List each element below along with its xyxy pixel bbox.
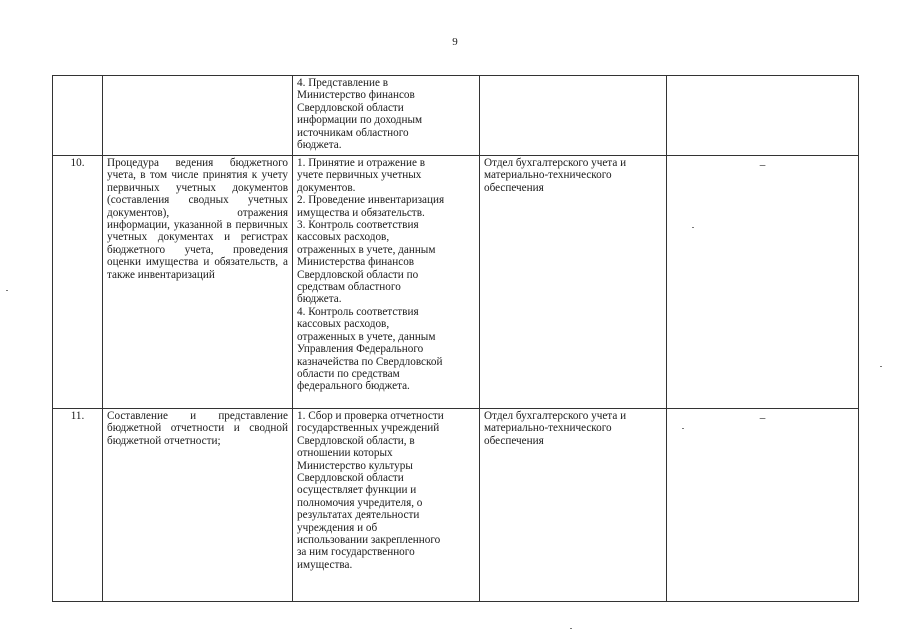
content-line: Свердловской области, в: [297, 434, 415, 447]
content-line: учете первичных учетных: [297, 169, 422, 182]
content-line: 1. Сбор и проверка отчетности: [297, 410, 444, 422]
table-row: [53, 409, 859, 602]
row-number-cell: 11.: [53, 409, 103, 602]
content-cell: [293, 156, 480, 409]
content-line: результатах деятельности: [297, 509, 420, 522]
content-line: Министерство культуры: [297, 459, 413, 472]
procedure-cell: Составление и представление бюджетной отчетности и сводной бюджетной отчетности;: [103, 409, 293, 602]
scan-speck: [6, 290, 8, 291]
procedure-cell: [103, 76, 293, 156]
department-cell: [480, 76, 667, 156]
content-line: отраженных в учете, данным: [297, 330, 436, 343]
row-number-cell: [53, 76, 103, 156]
content-line: бюджета.: [297, 139, 342, 152]
content-cell: [293, 409, 480, 602]
scan-speck: [682, 428, 684, 429]
content-line: отношении которых: [297, 447, 393, 460]
content-line: кассовых расходов,: [297, 231, 390, 244]
department-line: Отдел бухгалтерского учета и: [484, 157, 627, 169]
content-line: федерального бюджета.: [297, 380, 410, 393]
content-line: документов.: [297, 181, 356, 194]
scan-speck: [570, 628, 572, 629]
scan-speck: [692, 227, 694, 228]
content-line: 4. Контроль соответствия: [297, 305, 419, 318]
table-row: [53, 156, 859, 409]
content-line: Свердловской области: [297, 472, 404, 485]
content-line: Свердловской области по: [297, 268, 419, 281]
content-line: кассовых расходов,: [297, 318, 390, 331]
note-dash: –: [759, 159, 766, 171]
procedure-cell: Процедура ведения бюджетного учета, в том числе принятия к учету первичных учетных документов (составления сводных учетных документов), отражения информации, указанной в первичных учетных документах и регистрах бюджетного учета, проведения оценки имущества и обязательств, а также инвентаризаций: [103, 156, 293, 409]
note-dash: –: [759, 412, 766, 424]
content-line: полномочия учредителя, о: [297, 496, 423, 509]
content-line: средствам областного: [297, 281, 401, 294]
table-row: [53, 76, 859, 156]
content-line: Министерства финансов: [297, 256, 415, 269]
content-line: источникам областного: [297, 126, 409, 139]
page-number: 9: [452, 36, 458, 48]
content-line: Свердловской области: [297, 101, 404, 114]
content-line: 2. Проведение инвентаризация: [297, 194, 445, 207]
content-line: использовании закрепленного: [297, 534, 441, 547]
content-line: учреждения и об: [297, 521, 378, 534]
department-line: материально-технического: [484, 169, 612, 182]
content-cell: [293, 76, 480, 156]
content-line: за ним государственного: [297, 546, 415, 559]
department-cell: [480, 409, 667, 602]
content-line: 4. Представление в: [297, 77, 389, 89]
note-cell: [667, 156, 859, 409]
department-line: материально-технического: [484, 422, 612, 435]
content-line: имущества и обязательств.: [297, 206, 425, 219]
row-number-cell: 10.: [53, 156, 103, 409]
procedures-table: [52, 75, 859, 602]
content-line: Министерство финансов: [297, 89, 415, 102]
content-line: государственных учреждений: [297, 422, 440, 435]
department-line: обеспечения: [484, 434, 544, 447]
note-cell: [667, 409, 859, 602]
content-line: Управления Федерального: [297, 343, 424, 356]
department-cell: [480, 156, 667, 409]
content-line: 1. Принятие и отражение в: [297, 157, 426, 169]
department-line: обеспечения: [484, 181, 544, 194]
content-line: области по средствам: [297, 367, 400, 380]
content-line: информации по доходным: [297, 114, 423, 127]
note-cell: [667, 76, 859, 156]
content-line: имущества.: [297, 558, 353, 571]
content-line: отраженных в учете, данным: [297, 243, 436, 256]
content-line: осуществляет функции и: [297, 484, 417, 497]
content-line: бюджета.: [297, 293, 342, 306]
content-line: казначейства по Свердловской: [297, 355, 443, 368]
scan-speck: [880, 366, 882, 367]
content-line: 3. Контроль соответствия: [297, 219, 419, 232]
department-line: Отдел бухгалтерского учета и: [484, 410, 627, 422]
